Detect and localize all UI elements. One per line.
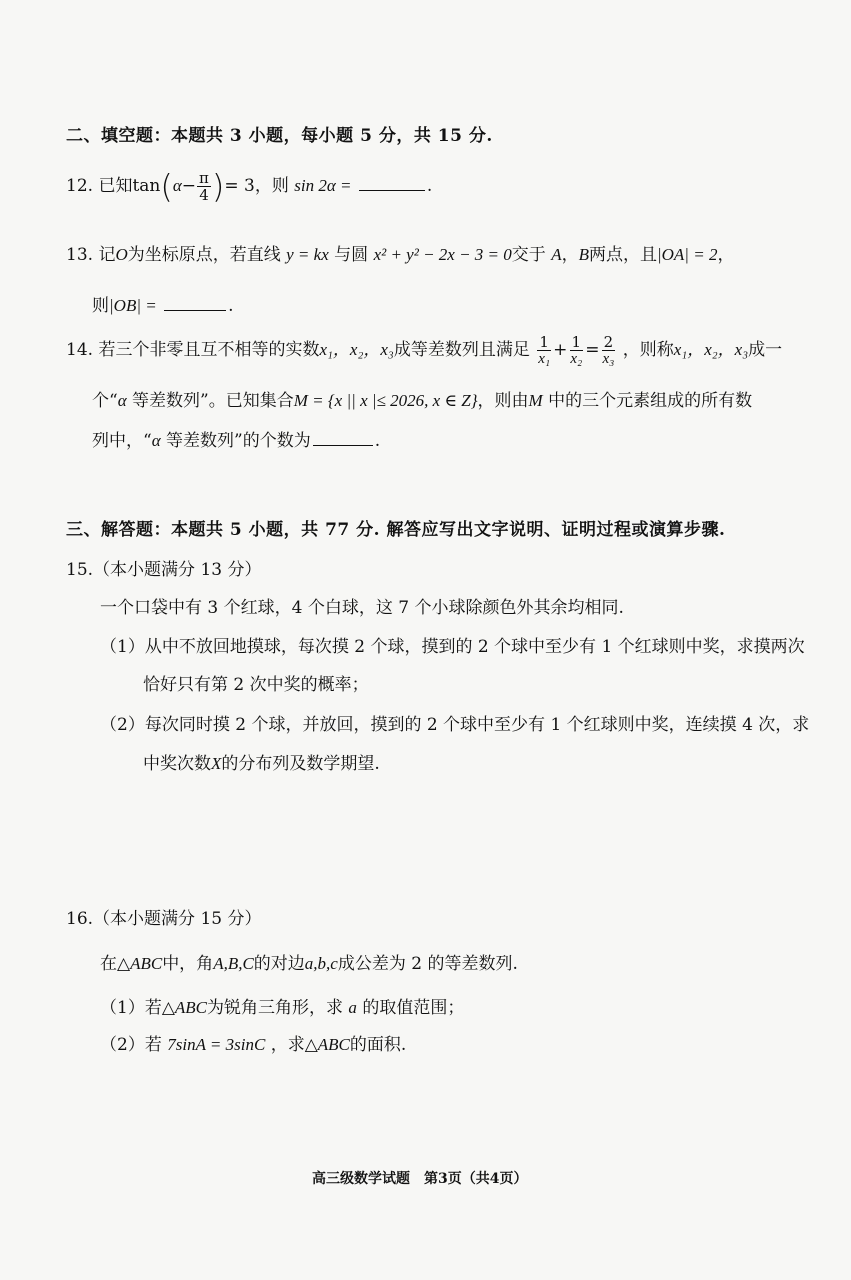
q13-circle-eq: x² + y² − 2x − 3 = 0	[373, 245, 512, 264]
q15-part2-line1: （2）每次同时摸 2 个球，并放回，摸到的 2 个球中至少有 1 个红球则中奖，连续摸 4 次，求	[100, 715, 810, 735]
q15-p2b-pre: 中奖次数	[143, 754, 211, 774]
q13-oa: |OA| = 2	[656, 245, 718, 264]
q12-fraction	[197, 170, 211, 203]
q13-ob: |OB| =	[109, 296, 157, 315]
q14-vars2: x₁，x₂，x₃	[673, 340, 749, 359]
q14-vars: x₁，x₂，x₃	[319, 340, 394, 359]
q13-line-eq: y = kx	[286, 245, 329, 264]
q14-answer-blank[interactable]	[313, 429, 373, 446]
q14-frac3	[600, 334, 616, 367]
q14-frac2	[568, 334, 584, 367]
q14-l2c: ，则由	[477, 391, 529, 411]
question-15-header	[66, 555, 262, 580]
question-13-line1	[66, 240, 734, 265]
q14-frac3-num: 2	[603, 333, 614, 351]
question-12: 12. 已知tan(α− $\frac{\pi}{4}$ )= 3，则 sin 2α = .	[66, 167, 433, 206]
q13-text1: 为坐标原点，若直线	[127, 245, 281, 265]
q14-l3b: 等差数列”的个数为	[166, 431, 311, 451]
q16-p2-triangle: △ABC	[304, 1035, 350, 1054]
q14-eq: =	[585, 340, 600, 360]
q16-eq: 7sinA = 3sinC	[167, 1035, 266, 1054]
q14-number: 14.	[66, 340, 94, 360]
q14-frac1-num: 1	[539, 333, 549, 351]
q13-origin: O	[115, 245, 128, 264]
q13-text2: 与圆	[334, 245, 369, 265]
q16-score: （本小题满分 15 分）	[93, 909, 262, 929]
question-14-line3: 列中，“α 等差数列”的个数为 .	[92, 431, 381, 451]
q12-alpha: α	[172, 176, 182, 195]
section-2-heading: 二、填空题：本题共 3 小题，每小题 5 分，共 15 分.	[66, 126, 493, 146]
question-14-line2	[92, 386, 752, 411]
q14-m: M	[528, 391, 543, 410]
q13-text3: 交于	[511, 245, 546, 265]
q12-number: 12.	[66, 176, 94, 196]
q14-text4: 成一	[748, 340, 783, 360]
q13-comma: ，	[561, 245, 579, 265]
q12-pre: 已知	[98, 176, 133, 196]
q14-frac3-den: x₃	[602, 351, 615, 367]
q15-part2-line2	[143, 749, 380, 774]
q15-p2b-post: 的分布列及数学期望.	[221, 754, 380, 774]
q15-part1-line1: （1）从中不放回地摸球，每次摸 2 个球，摸到的 2 个球中至少有 1 个红球则中奖，求摸两次	[100, 637, 805, 657]
q16-a: a	[348, 998, 357, 1017]
q16-stem	[100, 949, 518, 974]
q16-stem-d: 成公差为 2 的等差数列.	[337, 954, 518, 974]
q16-angles: A,B,C	[213, 954, 254, 973]
q12-minus: −	[181, 176, 197, 196]
q13-point-a: A	[551, 245, 562, 264]
q16-sides: a,b,c	[304, 954, 338, 973]
q14-frac1-den: x₁	[538, 351, 551, 367]
q13-pre: 记	[98, 245, 116, 265]
q12-mid: = 3，则	[224, 176, 289, 196]
q16-p1-triangle: △ABC	[161, 998, 208, 1017]
q13-text4: 两点，且	[588, 245, 657, 265]
q16-part2	[100, 1030, 406, 1055]
q16-part1	[100, 993, 464, 1018]
q12-pi: π	[199, 169, 209, 187]
q16-stem-a: 在	[100, 954, 117, 974]
q16-stem-c: 的对边	[253, 954, 305, 974]
q14-text2: 成等差数列且满足	[393, 340, 530, 360]
q14-frac1	[536, 334, 552, 367]
q12-tan: tan	[132, 176, 161, 196]
q13-point-b: B	[578, 245, 589, 264]
q15-part1-line2: 恰好只有第 2 次中奖的概率；	[143, 675, 369, 695]
q14-l2d: 中的三个元素组成的所有数	[548, 391, 753, 411]
q16-stem-b: 中，角	[162, 954, 214, 974]
q12-left-paren: (	[160, 167, 173, 206]
q16-p2a: （2）若	[100, 1035, 162, 1055]
q15-x: X	[211, 754, 222, 773]
q14-set-m: M = {x || x |≤ 2026, x ∈ Z}	[293, 391, 478, 410]
section-3-heading: 三、解答题：本题共 5 小题，共 77 分. 解答应写出文字说明、证明过程或演算步骤.	[66, 520, 726, 540]
q14-l3a: 列中，“	[92, 431, 152, 451]
q14-text1: 若三个非零且互不相等的实数	[98, 340, 320, 360]
q15-score: （本小题满分 13 分）	[93, 560, 262, 580]
q13-l2-pre: 则	[92, 296, 109, 316]
q14-l2a: 个“	[92, 391, 118, 411]
q14-frac2-num: 1	[571, 333, 582, 351]
q14-plus: +	[553, 340, 568, 360]
q12-right-paren: )	[211, 167, 225, 206]
q14-alpha2: α	[151, 431, 161, 450]
q15-number: 15.	[66, 560, 94, 580]
q16-p2b: ，求	[270, 1035, 305, 1055]
q13-answer-blank[interactable]	[164, 294, 226, 311]
q12-answer-blank[interactable]	[359, 174, 425, 191]
q12-sin: sin 2α =	[294, 176, 352, 195]
q16-triangle: △ABC	[117, 954, 163, 973]
q16-p2c: 的面积.	[349, 1035, 407, 1055]
q14-alpha: α	[117, 391, 127, 410]
q16-p1c: 的取值范围；	[362, 998, 465, 1018]
q12-four: 4	[199, 186, 209, 204]
q14-text3: ，则称	[622, 340, 674, 360]
q16-number: 16.	[66, 909, 94, 929]
q13-number: 13.	[66, 245, 94, 265]
q15-stem: 一个口袋中有 3 个红球，4 个白球，这 7 个小球除颜色外其余均相同.	[100, 598, 624, 618]
q13-end: ，	[717, 245, 735, 265]
question-13-line2: 则|OB| = .	[92, 296, 234, 316]
page-footer: 高三级数学试题 第3页（共4页）	[312, 1171, 528, 1187]
q16-p1a: （1）若	[100, 998, 162, 1018]
question-16-header	[66, 904, 262, 929]
question-14-line1	[66, 330, 782, 370]
q14-l2b: 等差数列”。已知集合	[132, 391, 294, 411]
q16-p1b: 为锐角三角形，求	[207, 998, 344, 1018]
q14-frac2-den: x₂	[570, 351, 583, 367]
